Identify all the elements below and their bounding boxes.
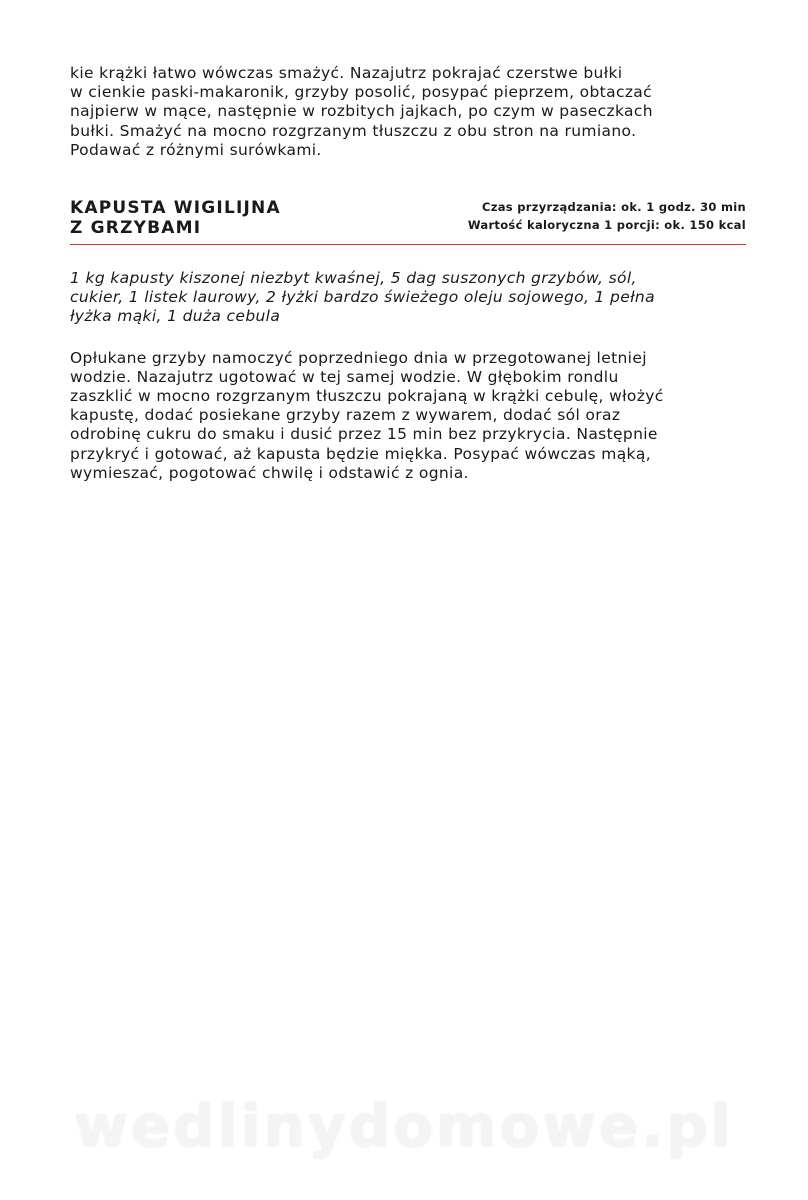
ingredients-line: cukier, 1 listek laurowy, 2 łyżki bardzo świeżego oleju sojowego, 1 pełna xyxy=(70,288,655,307)
calories: Wartość kaloryczna 1 porcji: ok. 150 kcal xyxy=(467,217,746,232)
watermark: wedlinydomowe.pl xyxy=(74,1092,734,1160)
method-line: wymieszać, pogotować chwilę i odstawić z ognia. xyxy=(70,463,469,482)
ingredients-line: łyżka mąki, 1 duża cebula xyxy=(70,307,281,326)
method-line: odrobinę cukru do smaku i dusić przez 15 min bez przykrycia. Następnie xyxy=(70,425,658,444)
intro-line: kie krążki łatwo wówczas smażyć. Nazajutrz pokrajać czerstwe bułki xyxy=(70,64,623,82)
intro-line: Podawać z różnymi surówkami. xyxy=(70,140,322,159)
intro-paragraph xyxy=(70,64,746,160)
recipe-header xyxy=(70,198,746,242)
method-line: Opłukane grzyby namoczyć poprzedniego dnia w przegotowanej letniej xyxy=(70,348,647,367)
method-line: wodzie. Nazajutrz ugotować w tej samej wodzie. W głębokim rondlu xyxy=(70,367,619,386)
intro-line: najpierw w mące, następnie w rozbitych jajkach, po czym w paseczkach xyxy=(70,102,653,121)
method-paragraph xyxy=(70,349,746,483)
ingredients-line: 1 kg kapusty kiszonej niezbyt kwaśnej, 5 dag suszonych grzybów, sól, xyxy=(70,269,637,288)
method-line: przykryć i gotować, aż kapusta będzie miękka. Posypać wówczas mąką, xyxy=(70,444,652,463)
intro-line: w cienkie paski-makaronik, grzyby posolić, posypać pieprzem, obtaczać xyxy=(70,83,653,102)
ingredients-list xyxy=(70,269,746,327)
method-line: kapustę, dodać posiekane grzyby razem z wywarem, dodać sól oraz xyxy=(70,406,621,425)
recipe-meta xyxy=(468,199,746,234)
method-line: zaszklić w mocno rozgrzanym tłuszczu pokrajaną w krążki cebulę, włożyć xyxy=(70,387,664,406)
prep-time: Czas przyrządzania: ok. 1 godz. 30 min xyxy=(481,200,746,215)
recipe-title xyxy=(70,198,281,238)
recipe-title-line: Z GRZYBAMI xyxy=(70,218,202,239)
header-divider xyxy=(70,244,746,245)
intro-line: bułki. Smażyć na mocno rozgrzanym tłuszczu z obu stron na rumiano. xyxy=(70,121,637,140)
recipe-title-line: KAPUSTA WIGILIJNA xyxy=(70,198,281,219)
document-page xyxy=(70,64,746,483)
